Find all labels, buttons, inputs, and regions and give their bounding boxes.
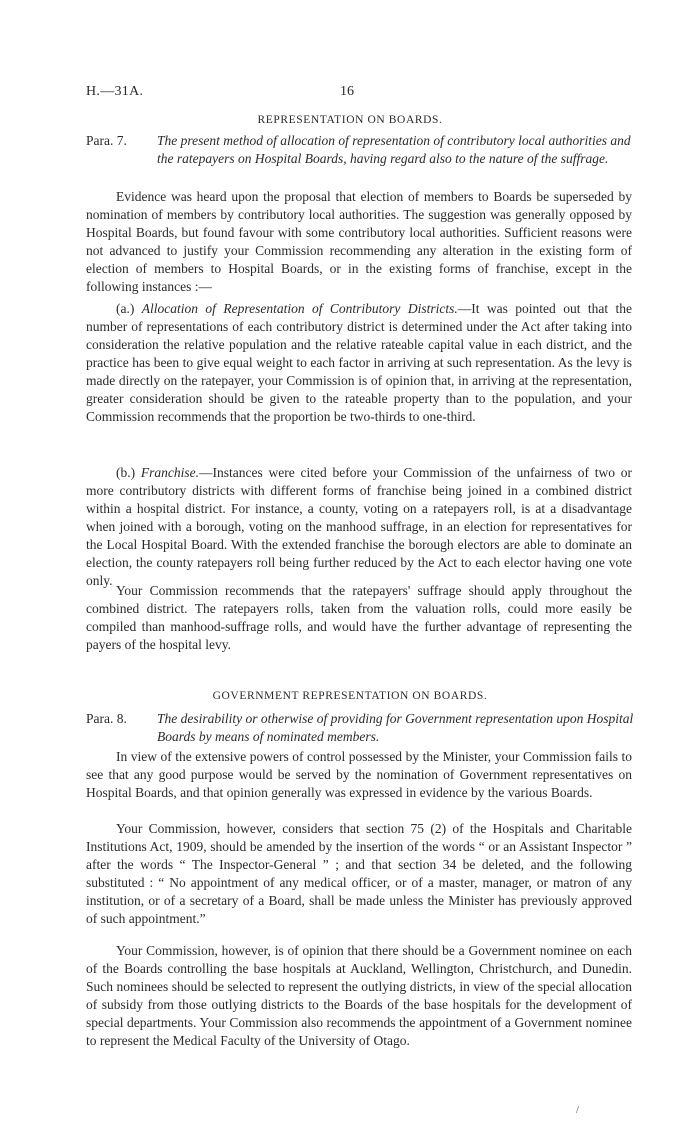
para-7-label: Para. 7. [86,133,127,148]
paragraph-ratepayers-suffrage: Your Commission recommends that the ratepayers' suffrage should apply throughout the combined district. The ratepayers rolls, taken from the valuation rolls, could more easily be compiled than manhood-suffrage rolls, and would have the further advantage of representing the payers of the hospital levy. [86,583,632,652]
page-number: 16 [340,84,354,99]
item-a-body: —It was pointed out that the number of representations of each contributory district is determined under the Act after taking into consideration the relative population and the relative rateable capital value in each district, and the practice has been to give equal weight to each factor in arriving at such representation. As the levy is made directly on the ratepayer, your Commission is of opinion that, in arriving at the representation, greater consideration should be given to the rateable property than to the population, and your Commission recommends that the proportion be two-thirds to one-third. [86,301,633,424]
paragraph-franchise [86,464,632,590]
item-b-title: Franchise. [140,465,199,480]
para-8-heading-text: The desirability or otherwise of providing for Government representation upon Hospital Boards by means of nominated members. [157,711,634,744]
scan-mark: / [576,1104,580,1116]
section-title-representation: REPRESENTATION ON BOARDS. [257,114,443,126]
paragraph-section-75: Your Commission, however, considers that section 75 (2) of the Hospitals and Charitable Institutions Act, 1909, should be amended by the insertion of the words “ or an Assistant Inspector ” after the words “ The Inspector-General ” ; and that section 34 be deleted, and the following substituted : “ No appointment of any medical officer, or of a master, manager, or matron of any institution, or of a secretary of a Board, shall be made unless the Minister has previously approved of such appointment.” [86,821,632,926]
para-7-heading [86,132,634,168]
para-7-heading-text: The present method of allocation of representation of contributory local authorities and the ratepayers on Hospital Boards, having regard also to the nature of the suffrage. [157,133,631,166]
item-b-body: —Instances were cited before your Commission of the unfairness of two or more contributory districts with different forms of franchise being joined in a combined district within a hospital district. For instance, a county, voting on a ratepayers roll, is at a disadvantage when joined with a borough, voting on the manhood suffrage, in an election for representatives for the Local Hospital Board. With the extended franchise the borough electors are able to dominate an election, the county ratepayers roll being further reduced by the Act to each elector having one vote only. [86,465,632,588]
item-a-label: (a.) [116,301,142,316]
paragraph-extensive-powers: In view of the extensive powers of control possessed by the Minister, your Commission fails to see that any good purpose would be served by the nomination of Government representatives on Hospital Boards, and that opinion generally was expressed in evidence by the various Boards. [86,749,632,800]
para-8-label: Para. 8. [86,711,127,726]
section-title-government: GOVERNMENT REPRESENTATION ON BOARDS. [212,690,488,702]
paragraph-evidence: Evidence was heard upon the proposal that election of members to Boards be superseded by nomination of members by contributory local authorities. The suggestion was generally opposed by Hospital Boards, but found favour with some contributory local authorities. Sufficient reasons were not advanced to justify your Commission recommending any alteration in the existing form of election of members to Hospital Boards, or in the existing forms of franchise, except in the following instances :— [86,189,632,294]
paragraph-government-nominee: Your Commission, however, is of opinion that there should be a Government nominee on each of the Boards controlling the base hospitals at Auckland, Wellington, Christchurch, and Dunedin. Such nominees should be selected to represent the outlying districts, in view of the special allocation of subsidy from those outlying districts to the Boards of the base hospitals for the development of special departments. Your Commission also recommends the appointment of a Government nominee to represent the Medical Faculty of the University of Otago. [86,943,632,1048]
report-reference: H.—31A. [86,84,144,99]
paragraph-allocation [86,300,632,426]
para-8-heading [86,710,634,746]
item-b-label: (b.) [116,465,141,480]
item-a-title: Allocation of Representation of Contributory Districts. [141,301,458,316]
